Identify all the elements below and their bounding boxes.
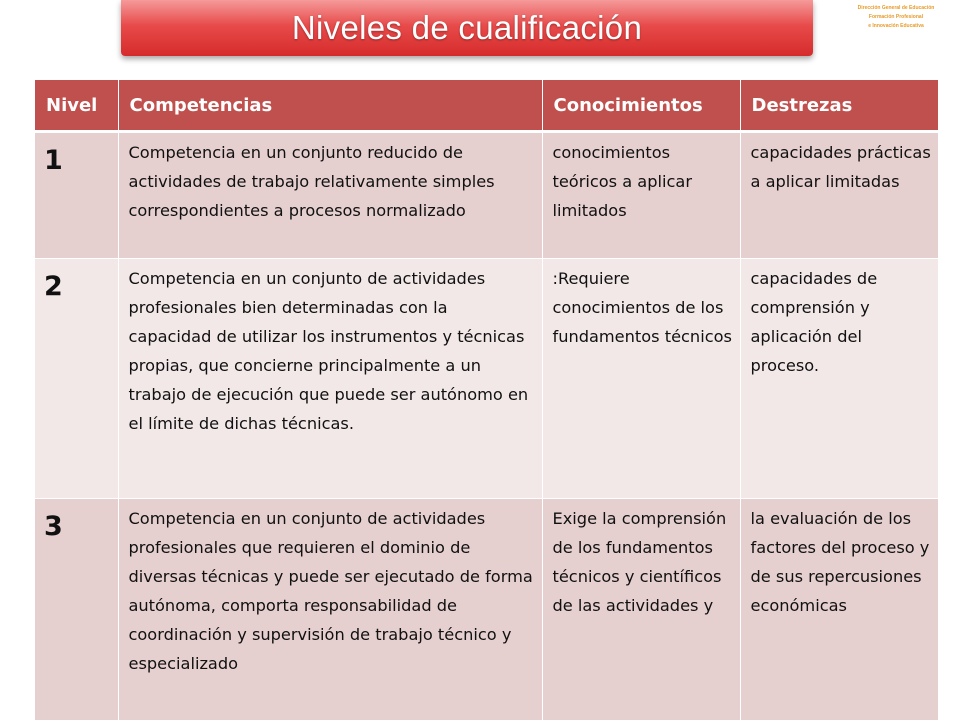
institution-logo [838, 4, 954, 31]
destrezas-cell: capacidades de comprensión y aplicación del proceso. [740, 259, 938, 499]
logo-line-2: Formación Profesional [868, 14, 924, 20]
header-nivel: Nivel [35, 80, 118, 132]
logo-line-1: Dirección General de Educación [857, 5, 935, 11]
table-header-row [35, 80, 938, 132]
header-conocimientos: Conocimientos [542, 80, 740, 132]
level-number: 3 [35, 499, 118, 720]
destrezas-cell: la evaluación de los factores del proceso y de sus repercusiones económicas [740, 499, 938, 720]
competencias-cell: Competencia en un conjunto de actividades profesionales bien determinadas con la capacidad de utilizar los instrumentos y técnicas propias, que concierne principalmente a un trabajo de ejecución que puede ser autónomo en el límite de dichas técnicas. [118, 259, 542, 499]
table-row [35, 259, 938, 499]
qualification-levels-table [35, 80, 938, 720]
level-number: 1 [35, 132, 118, 259]
conocimientos-cell: :Requiere conocimientos de los fundamentos técnicos [542, 259, 740, 499]
slide-title: Niveles de cualificación [291, 9, 643, 46]
table-row [35, 132, 938, 259]
table-row [35, 499, 938, 720]
conocimientos-cell: conocimientos teóricos a aplicar limitados [542, 132, 740, 259]
destrezas-cell: capacidades prácticas a aplicar limitadas [740, 132, 938, 259]
header-competencias: Competencias [118, 80, 542, 132]
header-destrezas: Destrezas [740, 80, 938, 132]
title-banner [121, 0, 813, 56]
competencias-cell: Competencia en un conjunto de actividades profesionales que requieren el dominio de diversas técnicas y puede ser ejecutado de forma autónoma, comporta responsabilidad de coordinación y supervisión de trabajo técnico y especializado [118, 499, 542, 720]
logo-line-3: e Innovación Educativa [868, 23, 924, 29]
conocimientos-cell: Exige la comprensión de los fundamentos técnicos y científicos de las actividades y [542, 499, 740, 720]
level-number: 2 [35, 259, 118, 499]
competencias-cell: Competencia en un conjunto reducido de actividades de trabajo relativamente simples correspondientes a procesos normalizado [118, 132, 542, 259]
